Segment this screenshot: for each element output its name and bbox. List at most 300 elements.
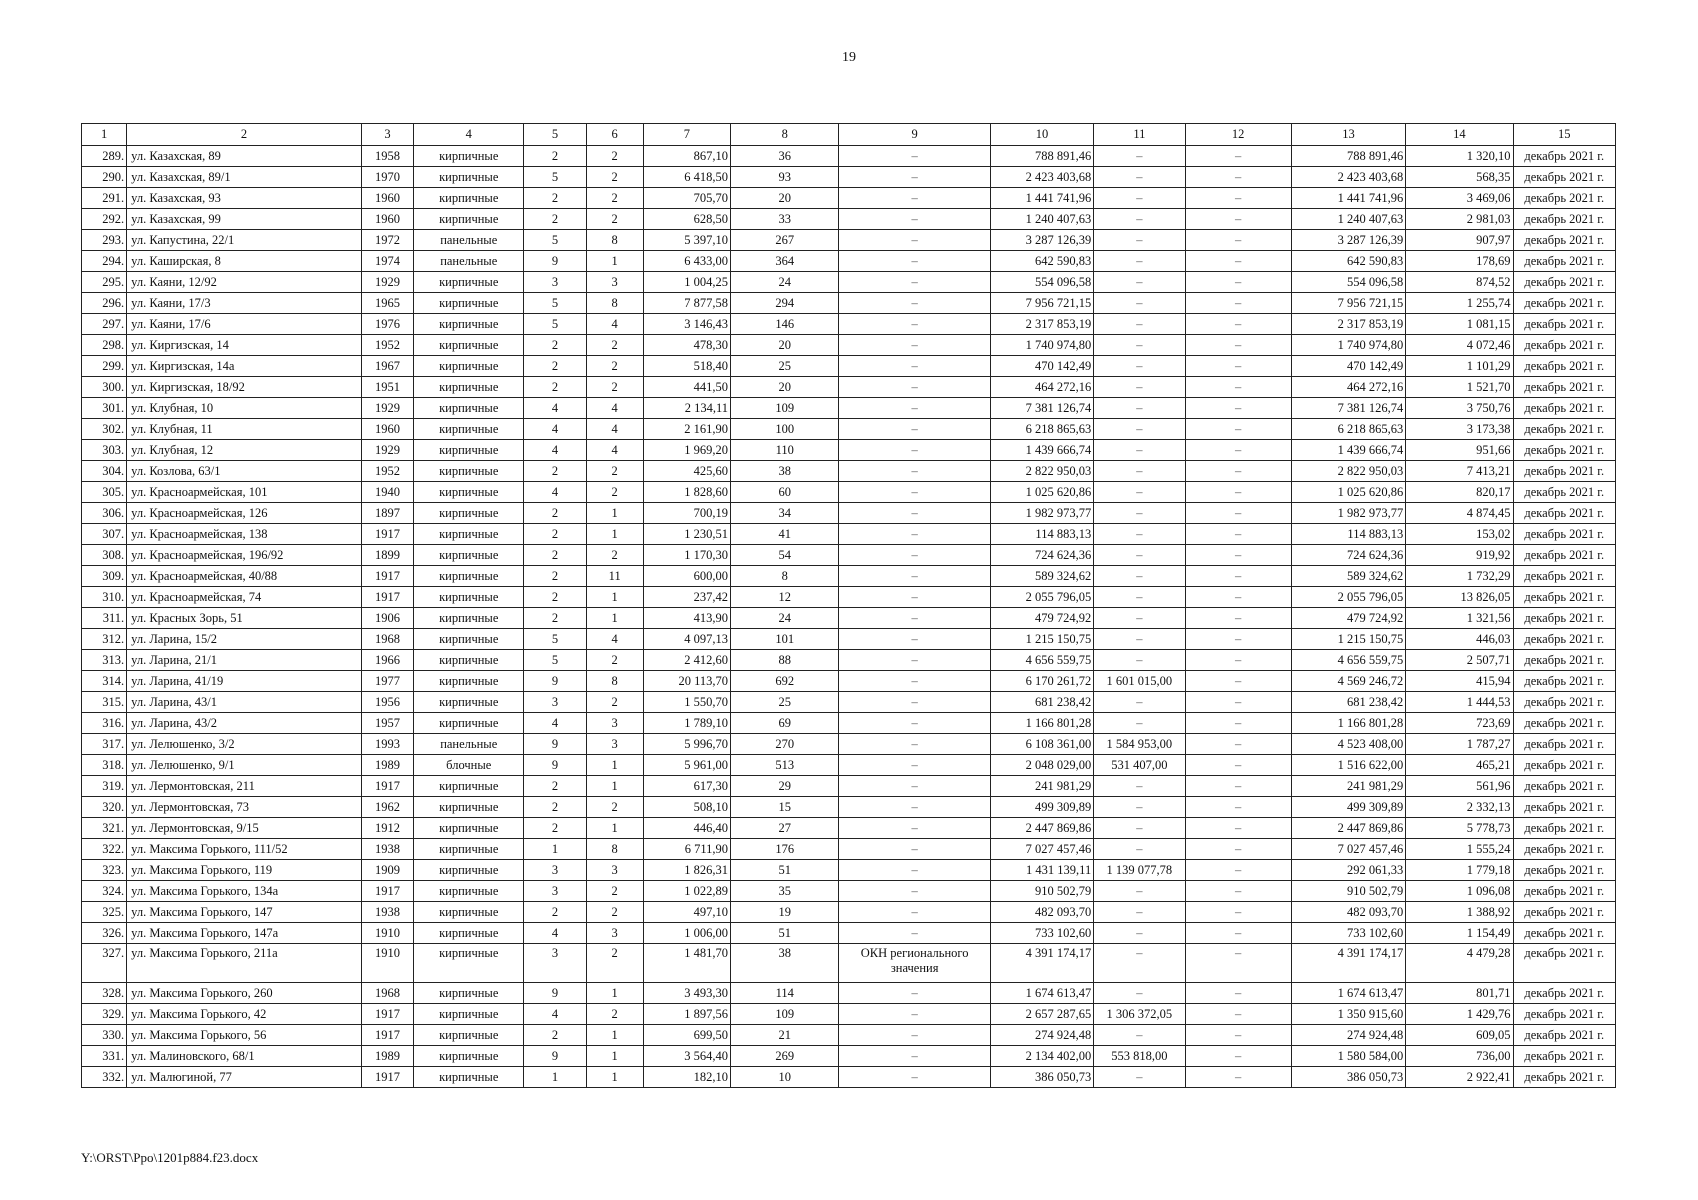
- table-cell: 1966: [361, 650, 413, 671]
- table-cell: 1 444,53: [1406, 692, 1513, 713]
- table-cell: 2: [586, 1004, 643, 1025]
- table-cell: –: [1094, 461, 1185, 482]
- table-row: [82, 335, 1616, 356]
- table-cell: кирпичные: [414, 503, 524, 524]
- table-cell: 554 096,58: [990, 272, 1093, 293]
- table-cell: –: [1185, 839, 1291, 860]
- table-cell: 1967: [361, 356, 413, 377]
- table-cell: 1 601 015,00: [1094, 671, 1185, 692]
- table-cell: 724 624,36: [990, 545, 1093, 566]
- table-cell: 1 439 666,74: [1291, 440, 1405, 461]
- table-cell: –: [1185, 1025, 1291, 1046]
- table-cell: 425,60: [643, 461, 730, 482]
- table-cell: –: [1094, 629, 1185, 650]
- table-cell: 1 982 973,77: [990, 503, 1093, 524]
- table-cell: кирпичные: [414, 881, 524, 902]
- table-cell: 642 590,83: [1291, 251, 1405, 272]
- table-cell: 1 584 953,00: [1094, 734, 1185, 755]
- table-cell: –: [1094, 167, 1185, 188]
- table-cell: 308.: [82, 545, 127, 566]
- table-cell: –: [839, 755, 990, 776]
- table-cell: 1958: [361, 146, 413, 167]
- table-cell: 296.: [82, 293, 127, 314]
- table-cell: 2 822 950,03: [990, 461, 1093, 482]
- table-cell: 1 431 139,11: [990, 860, 1093, 881]
- table-cell: 1 516 622,00: [1291, 755, 1405, 776]
- table-cell: 1: [586, 1025, 643, 1046]
- table-cell: 301.: [82, 398, 127, 419]
- table-cell: 478,30: [643, 335, 730, 356]
- table-cell: 9: [524, 983, 586, 1004]
- table-cell: 464 272,16: [990, 377, 1093, 398]
- table-cell: 2: [586, 902, 643, 923]
- table-cell: 1940: [361, 482, 413, 503]
- column-header-10: 10: [990, 124, 1093, 146]
- table-cell: ул. Клубная, 10: [127, 398, 362, 419]
- table-cell: 327.: [82, 944, 127, 983]
- table-cell: 1 674 613,47: [990, 983, 1093, 1004]
- table-cell: 589 324,62: [1291, 566, 1405, 587]
- table-cell: ул. Киргизская, 18/92: [127, 377, 362, 398]
- table-cell: ул. Ларина, 21/1: [127, 650, 362, 671]
- table-cell: панельные: [414, 251, 524, 272]
- table-row: [82, 755, 1616, 776]
- table-cell: 101: [731, 629, 839, 650]
- table-cell: декабрь 2021 г.: [1513, 167, 1615, 188]
- table-cell: 302.: [82, 419, 127, 440]
- table-cell: 306.: [82, 503, 127, 524]
- table-row: [82, 167, 1616, 188]
- table-cell: 290.: [82, 167, 127, 188]
- table-cell: –: [1185, 776, 1291, 797]
- table-cell: декабрь 2021 г.: [1513, 356, 1615, 377]
- table-cell: 12: [731, 587, 839, 608]
- table-cell: ул. Максима Горького, 260: [127, 983, 362, 1004]
- table-body: [82, 124, 1616, 1088]
- table-cell: –: [839, 629, 990, 650]
- table-cell: –: [839, 545, 990, 566]
- table-cell: кирпичные: [414, 293, 524, 314]
- table-cell: 2: [524, 356, 586, 377]
- table-cell: 100: [731, 419, 839, 440]
- table-cell: 700,19: [643, 503, 730, 524]
- table-cell: 692: [731, 671, 839, 692]
- table-cell: 5 961,00: [643, 755, 730, 776]
- table-cell: 7 027 457,46: [990, 839, 1093, 860]
- table-cell: 5: [524, 293, 586, 314]
- table-cell: 609,05: [1406, 1025, 1513, 1046]
- table-cell: 29: [731, 776, 839, 797]
- table-cell: 6 433,00: [643, 251, 730, 272]
- table-cell: 3: [524, 692, 586, 713]
- table-cell: –: [839, 923, 990, 944]
- table-cell: ул. Красных Зорь, 51: [127, 608, 362, 629]
- table-cell: 3 493,30: [643, 983, 730, 1004]
- table-row: [82, 272, 1616, 293]
- table-cell: –: [839, 860, 990, 881]
- table-cell: 1960: [361, 419, 413, 440]
- column-header-3: 3: [361, 124, 413, 146]
- table-cell: –: [1185, 755, 1291, 776]
- table-cell: 20: [731, 377, 839, 398]
- table-cell: декабрь 2021 г.: [1513, 545, 1615, 566]
- table-cell: 316.: [82, 713, 127, 734]
- table-cell: 1 025 620,86: [990, 482, 1093, 503]
- table-cell: 1 139 077,78: [1094, 860, 1185, 881]
- table-cell: 326.: [82, 923, 127, 944]
- table-cell: 1917: [361, 1004, 413, 1025]
- table-cell: 1 550,70: [643, 692, 730, 713]
- table-cell: –: [1094, 608, 1185, 629]
- table-cell: 114 883,13: [1291, 524, 1405, 545]
- table-row: [82, 482, 1616, 503]
- table-cell: 6 418,50: [643, 167, 730, 188]
- table-cell: 446,40: [643, 818, 730, 839]
- table-row: [82, 776, 1616, 797]
- table-cell: 4 391 174,17: [1291, 944, 1405, 983]
- table-cell: ул. Красноармейская, 101: [127, 482, 362, 503]
- table-cell: кирпичные: [414, 944, 524, 983]
- table-cell: 1 441 741,96: [1291, 188, 1405, 209]
- table-row: [82, 524, 1616, 545]
- table-cell: 304.: [82, 461, 127, 482]
- table-cell: 1960: [361, 209, 413, 230]
- table-cell: 2: [524, 587, 586, 608]
- table-cell: 1 166 801,28: [1291, 713, 1405, 734]
- table-cell: 1 022,89: [643, 881, 730, 902]
- table-row: [82, 587, 1616, 608]
- table-cell: декабрь 2021 г.: [1513, 692, 1615, 713]
- table-cell: ул. Ларина, 15/2: [127, 629, 362, 650]
- table-cell: 294.: [82, 251, 127, 272]
- table-cell: –: [839, 839, 990, 860]
- table-cell: декабрь 2021 г.: [1513, 734, 1615, 755]
- table-cell: 33: [731, 209, 839, 230]
- table-cell: 589 324,62: [990, 566, 1093, 587]
- table-cell: 1906: [361, 608, 413, 629]
- table-cell: кирпичные: [414, 923, 524, 944]
- table-cell: 317.: [82, 734, 127, 755]
- table-cell: 2: [524, 902, 586, 923]
- table-cell: 628,50: [643, 209, 730, 230]
- table-cell: кирпичные: [414, 146, 524, 167]
- table-cell: 3 173,38: [1406, 419, 1513, 440]
- table-cell: 1 306 372,05: [1094, 1004, 1185, 1025]
- table-cell: 1 439 666,74: [990, 440, 1093, 461]
- column-header-6: 6: [586, 124, 643, 146]
- table-cell: 2: [524, 545, 586, 566]
- table-row: [82, 356, 1616, 377]
- table-cell: 1 101,29: [1406, 356, 1513, 377]
- table-cell: 2: [586, 356, 643, 377]
- table-cell: 3: [586, 713, 643, 734]
- table-cell: декабрь 2021 г.: [1513, 629, 1615, 650]
- table-cell: –: [1185, 566, 1291, 587]
- table-cell: 8: [586, 230, 643, 251]
- table-cell: 109: [731, 1004, 839, 1025]
- table-row: [82, 293, 1616, 314]
- table-cell: –: [1185, 146, 1291, 167]
- table-cell: блочные: [414, 755, 524, 776]
- table-cell: ул. Капустина, 22/1: [127, 230, 362, 251]
- table-cell: 324.: [82, 881, 127, 902]
- table-cell: декабрь 2021 г.: [1513, 818, 1615, 839]
- table-cell: 1 732,29: [1406, 566, 1513, 587]
- table-cell: 5 996,70: [643, 734, 730, 755]
- table-cell: 4 656 559,75: [990, 650, 1093, 671]
- table-cell: декабрь 2021 г.: [1513, 797, 1615, 818]
- table-cell: –: [839, 314, 990, 335]
- table-header-row: [82, 124, 1616, 146]
- table-cell: ул. Лермонтовская, 73: [127, 797, 362, 818]
- table-cell: 554 096,58: [1291, 272, 1405, 293]
- table-cell: кирпичные: [414, 902, 524, 923]
- page-number: 19: [842, 50, 856, 65]
- table-cell: 7 956 721,15: [1291, 293, 1405, 314]
- table-cell: декабрь 2021 г.: [1513, 983, 1615, 1004]
- table-cell: 788 891,46: [1291, 146, 1405, 167]
- table-cell: 2 134 402,00: [990, 1046, 1093, 1067]
- table-cell: кирпичные: [414, 1004, 524, 1025]
- table-cell: 10: [731, 1067, 839, 1088]
- table-cell: 4: [524, 482, 586, 503]
- table-cell: 1993: [361, 734, 413, 755]
- table-cell: декабрь 2021 г.: [1513, 860, 1615, 881]
- table-row: [82, 650, 1616, 671]
- table-cell: 1910: [361, 923, 413, 944]
- table-cell: ул. Казахская, 89: [127, 146, 362, 167]
- table-cell: декабрь 2021 г.: [1513, 461, 1615, 482]
- table-cell: 2: [586, 377, 643, 398]
- table-cell: 5 397,10: [643, 230, 730, 251]
- column-header-1: 1: [82, 124, 127, 146]
- table-cell: –: [839, 335, 990, 356]
- table-cell: 314.: [82, 671, 127, 692]
- table-cell: ОКН регионального значения: [839, 944, 990, 983]
- table-cell: 4: [586, 314, 643, 335]
- table-cell: 6 218 865,63: [990, 419, 1093, 440]
- table-cell: декабрь 2021 г.: [1513, 755, 1615, 776]
- table-cell: 2: [524, 1025, 586, 1046]
- table-cell: 1899: [361, 545, 413, 566]
- table-cell: 2: [524, 776, 586, 797]
- table-cell: –: [1094, 545, 1185, 566]
- table-cell: ул. Ларина, 41/19: [127, 671, 362, 692]
- table-cell: 109: [731, 398, 839, 419]
- table-row: [82, 923, 1616, 944]
- table-cell: декабрь 2021 г.: [1513, 650, 1615, 671]
- table-cell: 4 097,13: [643, 629, 730, 650]
- table-cell: 600,00: [643, 566, 730, 587]
- table-cell: –: [1185, 923, 1291, 944]
- table-row: [82, 881, 1616, 902]
- table-cell: 9: [524, 671, 586, 692]
- table-cell: 13 826,05: [1406, 587, 1513, 608]
- table-cell: 330.: [82, 1025, 127, 1046]
- table-cell: декабрь 2021 г.: [1513, 503, 1615, 524]
- table-cell: 1972: [361, 230, 413, 251]
- table-cell: –: [839, 461, 990, 482]
- table-cell: –: [1185, 503, 1291, 524]
- table-cell: кирпичные: [414, 650, 524, 671]
- table-cell: 518,40: [643, 356, 730, 377]
- table-cell: ул. Малюгиной, 77: [127, 1067, 362, 1088]
- table-cell: –: [1185, 335, 1291, 356]
- table-cell: 4: [586, 398, 643, 419]
- table-cell: кирпичные: [414, 671, 524, 692]
- table-cell: 323.: [82, 860, 127, 881]
- table-cell: кирпичные: [414, 713, 524, 734]
- table-cell: 2: [524, 524, 586, 545]
- table-cell: –: [1185, 629, 1291, 650]
- table-cell: 60: [731, 482, 839, 503]
- table-cell: 303.: [82, 440, 127, 461]
- table-cell: декабрь 2021 г.: [1513, 398, 1615, 419]
- table-cell: 1: [586, 1067, 643, 1088]
- table-row: [82, 1046, 1616, 1067]
- table-cell: 20 113,70: [643, 671, 730, 692]
- table-cell: –: [1185, 692, 1291, 713]
- table-cell: 1 521,70: [1406, 377, 1513, 398]
- table-cell: 4: [586, 419, 643, 440]
- table-cell: 1917: [361, 566, 413, 587]
- table-cell: –: [839, 713, 990, 734]
- table-cell: 329.: [82, 1004, 127, 1025]
- table-cell: 1 255,74: [1406, 293, 1513, 314]
- table-cell: –: [1185, 419, 1291, 440]
- table-cell: 788 891,46: [990, 146, 1093, 167]
- table-cell: 3: [524, 860, 586, 881]
- table-cell: 269: [731, 1046, 839, 1067]
- table-cell: кирпичные: [414, 608, 524, 629]
- table-cell: кирпичные: [414, 335, 524, 356]
- table-cell: –: [1185, 902, 1291, 923]
- table-cell: –: [839, 251, 990, 272]
- table-cell: ул. Казахская, 93: [127, 188, 362, 209]
- table-cell: –: [1185, 440, 1291, 461]
- table-cell: 3 564,40: [643, 1046, 730, 1067]
- table-cell: 2: [524, 566, 586, 587]
- table-cell: 1917: [361, 524, 413, 545]
- table-cell: 19: [731, 902, 839, 923]
- table-cell: 1952: [361, 335, 413, 356]
- table-cell: –: [1094, 587, 1185, 608]
- table-cell: 1938: [361, 902, 413, 923]
- column-header-15: 15: [1513, 124, 1615, 146]
- table-cell: 298.: [82, 335, 127, 356]
- table-cell: –: [1185, 944, 1291, 983]
- table-cell: 114 883,13: [990, 524, 1093, 545]
- table-cell: 617,30: [643, 776, 730, 797]
- table-cell: декабрь 2021 г.: [1513, 251, 1615, 272]
- table-cell: ул. Максима Горького, 134а: [127, 881, 362, 902]
- table-cell: 41: [731, 524, 839, 545]
- table-cell: –: [839, 293, 990, 314]
- table-cell: 1929: [361, 398, 413, 419]
- table-cell: 1989: [361, 755, 413, 776]
- table-cell: 1909: [361, 860, 413, 881]
- table-row: [82, 230, 1616, 251]
- table-cell: 497,10: [643, 902, 730, 923]
- table-cell: кирпичные: [414, 860, 524, 881]
- table-cell: декабрь 2021 г.: [1513, 1025, 1615, 1046]
- table-cell: 724 624,36: [1291, 545, 1405, 566]
- table-cell: 2: [524, 146, 586, 167]
- table-cell: ул. Красноармейская, 138: [127, 524, 362, 545]
- table-row: [82, 314, 1616, 335]
- table-cell: –: [839, 650, 990, 671]
- table-cell: 25: [731, 692, 839, 713]
- table-cell: 531 407,00: [1094, 755, 1185, 776]
- table-cell: ул. Каяни, 17/3: [127, 293, 362, 314]
- table-cell: 270: [731, 734, 839, 755]
- table-cell: 2 055 796,05: [1291, 587, 1405, 608]
- table-cell: 386 050,73: [1291, 1067, 1405, 1088]
- table-row: [82, 251, 1616, 272]
- table-row: [82, 1067, 1616, 1088]
- table-cell: ул. Лелюшенко, 3/2: [127, 734, 362, 755]
- table-cell: –: [1185, 1004, 1291, 1025]
- table-cell: 2: [524, 461, 586, 482]
- table-cell: 1917: [361, 587, 413, 608]
- table-cell: кирпичные: [414, 545, 524, 566]
- table-cell: 9: [524, 1046, 586, 1067]
- table-cell: 292.: [82, 209, 127, 230]
- table-cell: 415,94: [1406, 671, 1513, 692]
- table-cell: 2: [524, 797, 586, 818]
- table-cell: 332.: [82, 1067, 127, 1088]
- table-cell: 1 580 584,00: [1291, 1046, 1405, 1067]
- table-row: [82, 398, 1616, 419]
- table-row: [82, 503, 1616, 524]
- table-cell: 5: [524, 314, 586, 335]
- table-cell: 146: [731, 314, 839, 335]
- table-cell: 295.: [82, 272, 127, 293]
- table-cell: кирпичные: [414, 272, 524, 293]
- table-cell: 297.: [82, 314, 127, 335]
- table-cell: –: [1094, 419, 1185, 440]
- table-cell: –: [1185, 587, 1291, 608]
- table-cell: 34: [731, 503, 839, 524]
- table-cell: 867,10: [643, 146, 730, 167]
- table-cell: 274 924,48: [1291, 1025, 1405, 1046]
- table-cell: 3 287 126,39: [1291, 230, 1405, 251]
- table-cell: 3: [524, 944, 586, 983]
- table-row: [82, 818, 1616, 839]
- table-row: [82, 944, 1616, 983]
- table-cell: 910 502,79: [1291, 881, 1405, 902]
- table-cell: 1 240 407,63: [990, 209, 1093, 230]
- table-cell: 499 309,89: [1291, 797, 1405, 818]
- table-cell: –: [839, 776, 990, 797]
- table-cell: 482 093,70: [1291, 902, 1405, 923]
- column-header-4: 4: [414, 124, 524, 146]
- table-cell: 3: [586, 734, 643, 755]
- table-cell: 1976: [361, 314, 413, 335]
- table-cell: 5: [524, 629, 586, 650]
- table-cell: 1917: [361, 881, 413, 902]
- table-cell: 733 102,60: [1291, 923, 1405, 944]
- table-cell: кирпичные: [414, 839, 524, 860]
- table-cell: –: [1185, 1046, 1291, 1067]
- table-cell: –: [1185, 167, 1291, 188]
- table-cell: 7 381 126,74: [990, 398, 1093, 419]
- table-cell: ул. Максима Горького, 211а: [127, 944, 362, 983]
- table-cell: 292 061,33: [1291, 860, 1405, 881]
- table-cell: декабрь 2021 г.: [1513, 482, 1615, 503]
- table-cell: 3: [524, 881, 586, 902]
- table-cell: –: [1094, 650, 1185, 671]
